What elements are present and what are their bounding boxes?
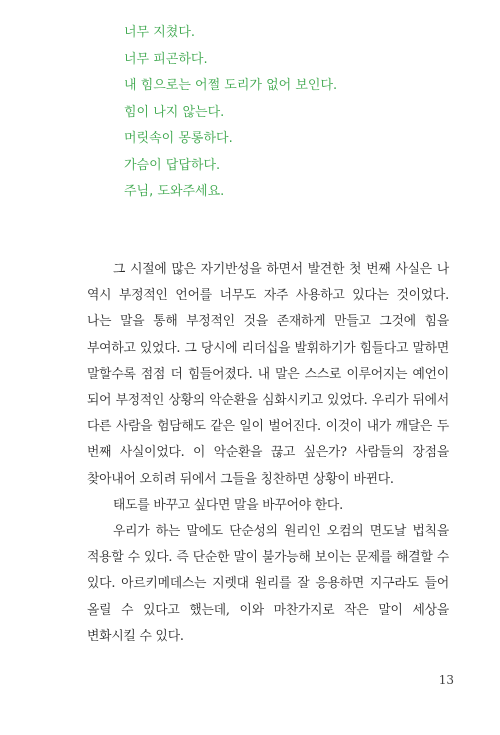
- prayer-line: 주님, 도와주세요.: [124, 184, 225, 199]
- page-number: 13: [438, 673, 454, 687]
- paragraph: 그 시절에 많은 자기반성을 하면서 발견한 첫 번째 사실은 나 역시 부정적인 언어를 너무도 자주 사용하고 있다는 것이었다. 나는 말을 통해 부정적인 것을 존재하게 만들고 그것에 힘을 부여하고 있었다. 그 당시에 리더십을 발휘하기가 힘들다고 말하면 말할수록 점점 더 힘들어졌다. 내 말은 스스로 이루어지는 예언이 되어 부정적인 상황의 악순환을 심화시키고 있었다. 우리가 뒤에서 다른 사람을 험담해도 같은 일이 벌어진다. 이것이 내가 깨달은 두 번째 사실이었다. 이 악순환을 끊고 싶은가? 사람들의 장점을 찾아내어 오히려 뒤에서 그들을 칭찬하면 상황이 바뀐다.: [87, 262, 449, 487]
- prayer-line: 내 힘으로는 어쩔 도리가 없어 보인다.: [124, 78, 338, 93]
- prayer-line: 힘이 나지 않는다.: [124, 104, 225, 120]
- paragraph: 태도를 바꾸고 싶다면 말을 바꾸어야 한다.: [113, 497, 343, 513]
- prayer-line: 너무 지쳤다.: [124, 25, 196, 40]
- prayer-lines: [124, 20, 337, 206]
- prayer-line: 머릿속이 몽롱하다.: [124, 131, 233, 146]
- paragraph: 우리가 하는 말에도 단순성의 원리인 오컴의 면도날 법칙을 적용할 수 있다. 즉 단순한 말이 불가능해 보이는 문제를 해결할 수 있다. 아르키메데스는 지렛대 원리를 잘 응용하면 지구라도 들어 올릴 수 있다고 했는데, 이와 마찬가지로 작은 말이 세상을 변화시킬 수 있다.: [87, 524, 449, 644]
- prayer-line: 너무 피곤하다.: [124, 51, 208, 67]
- body-text: [87, 257, 449, 650]
- prayer-line: 가슴이 답답하다.: [124, 157, 221, 173]
